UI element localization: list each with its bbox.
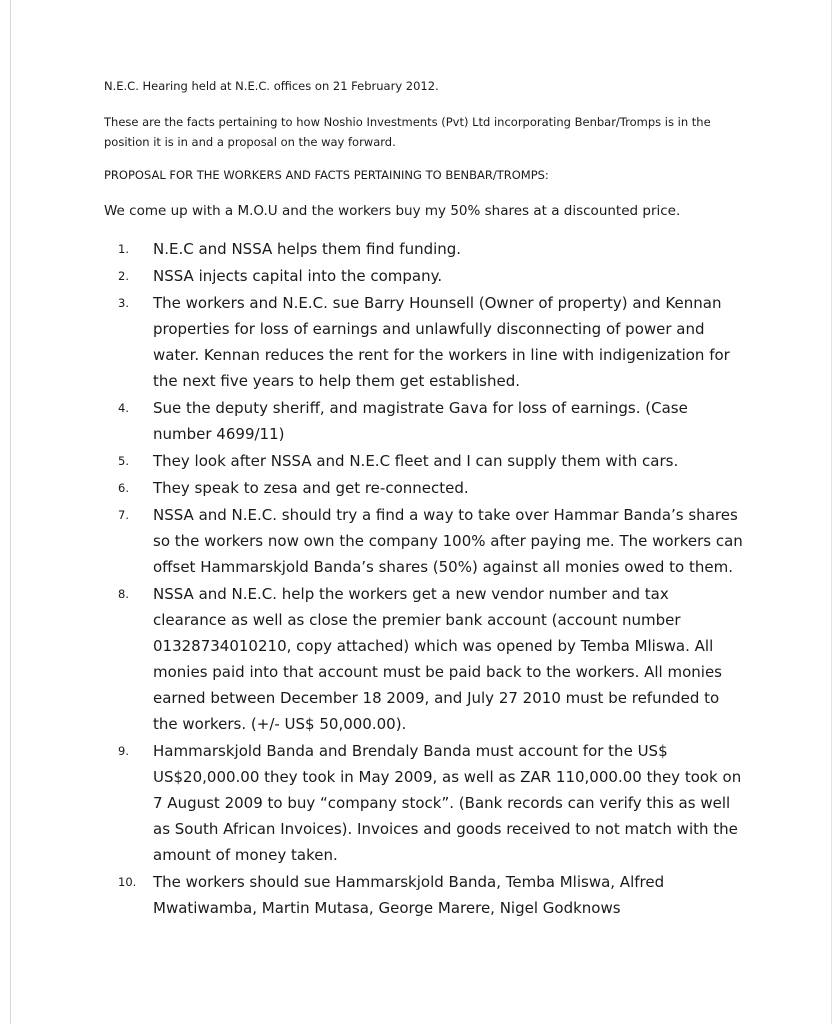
list-item-text: NSSA and N.E.C. help the workers get a new vendor number and tax clearance as well as close the premier bank account (account number 01328734010210, copy attached) which was opened by Temba Mliswa. All monies paid into that account must be paid back to the workers. All monies earned between December 18 2009, and July 27 2010 must be refunded to the workers. (+/- US$ 50,000.00).: [153, 585, 722, 733]
list-item: [104, 263, 744, 289]
list-item-number: 7.: [118, 508, 129, 522]
list-item: [104, 581, 744, 737]
list-item: [104, 869, 744, 921]
lead-sentence: We come up with a M.O.U and the workers buy my 50% shares at a discounted price.: [104, 203, 681, 219]
list-item: [104, 502, 744, 580]
list-item-number: 5.: [118, 454, 129, 468]
list-item-text: NSSA injects capital into the company.: [153, 267, 443, 285]
list-item-number: 9.: [118, 744, 129, 758]
list-item: [104, 290, 744, 394]
list-item: [104, 738, 744, 868]
list-item-number: 6.: [118, 481, 129, 495]
list-item-text: The workers and N.E.C. sue Barry Hounsell (Owner of property) and Kennan properties for loss of earnings and unlawfully disconnecting of power and water. Kennan reduces the rent for the workers in line with indigenization for the next five years to help them get established.: [153, 294, 730, 390]
list-item: [104, 395, 744, 447]
list-item-text: They speak to zesa and get re-connected.: [153, 479, 469, 497]
list-item-number: 10.: [118, 875, 137, 889]
list-item-number: 3.: [118, 296, 129, 310]
document-heading: N.E.C. Hearing held at N.E.C. offices on 21 February 2012.: [104, 79, 439, 93]
intro-paragraph: These are the facts pertaining to how Noshio Investments (Pvt) Ltd incorporating Benbar/Tromps is in the position it is in and a proposal on the way forward.: [104, 115, 711, 149]
list-item-text: The workers should sue Hammarskjold Banda, Temba Mliswa, Alfred Mwatiwamba, Martin Mutasa, George Marere, Nigel Godknows: [153, 873, 665, 917]
list-item-number: 2.: [118, 269, 129, 283]
list-item-text: Sue the deputy sheriff, and magistrate Gava for loss of earnings. (Case number 4699/11): [153, 399, 688, 443]
list-item-text: N.E.C and NSSA helps them find funding.: [153, 240, 462, 258]
proposal-title: PROPOSAL FOR THE WORKERS AND FACTS PERTAINING TO BENBAR/TROMPS:: [104, 168, 549, 182]
list-item: [104, 236, 744, 262]
list-item-text: They look after NSSA and N.E.C fleet and I can supply them with cars.: [153, 452, 679, 470]
list-item-number: 8.: [118, 587, 129, 601]
document-page: [10, 0, 832, 1024]
proposal-list: [104, 236, 744, 922]
list-item-number: 1.: [118, 242, 129, 256]
list-item-text: Hammarskjold Banda and Brendaly Banda must account for the US$ US$20,000.00 they took in May 2009, as well as ZAR 110,000.00 they took on 7 August 2009 to buy “company stock”. (Bank records can verify this as well as South African Invoices). Invoices and goods received to not match with the amount of money taken.: [153, 742, 742, 864]
list-item: [104, 448, 744, 474]
list-item-number: 4.: [118, 401, 129, 415]
list-item-text: NSSA and N.E.C. should try a find a way to take over Hammar Banda’s shares so the workers now own the company 100% after paying me. The workers can offset Hammarskjold Banda’s shares (50%) against all monies owed to them.: [153, 506, 743, 576]
list-item: [104, 475, 744, 501]
